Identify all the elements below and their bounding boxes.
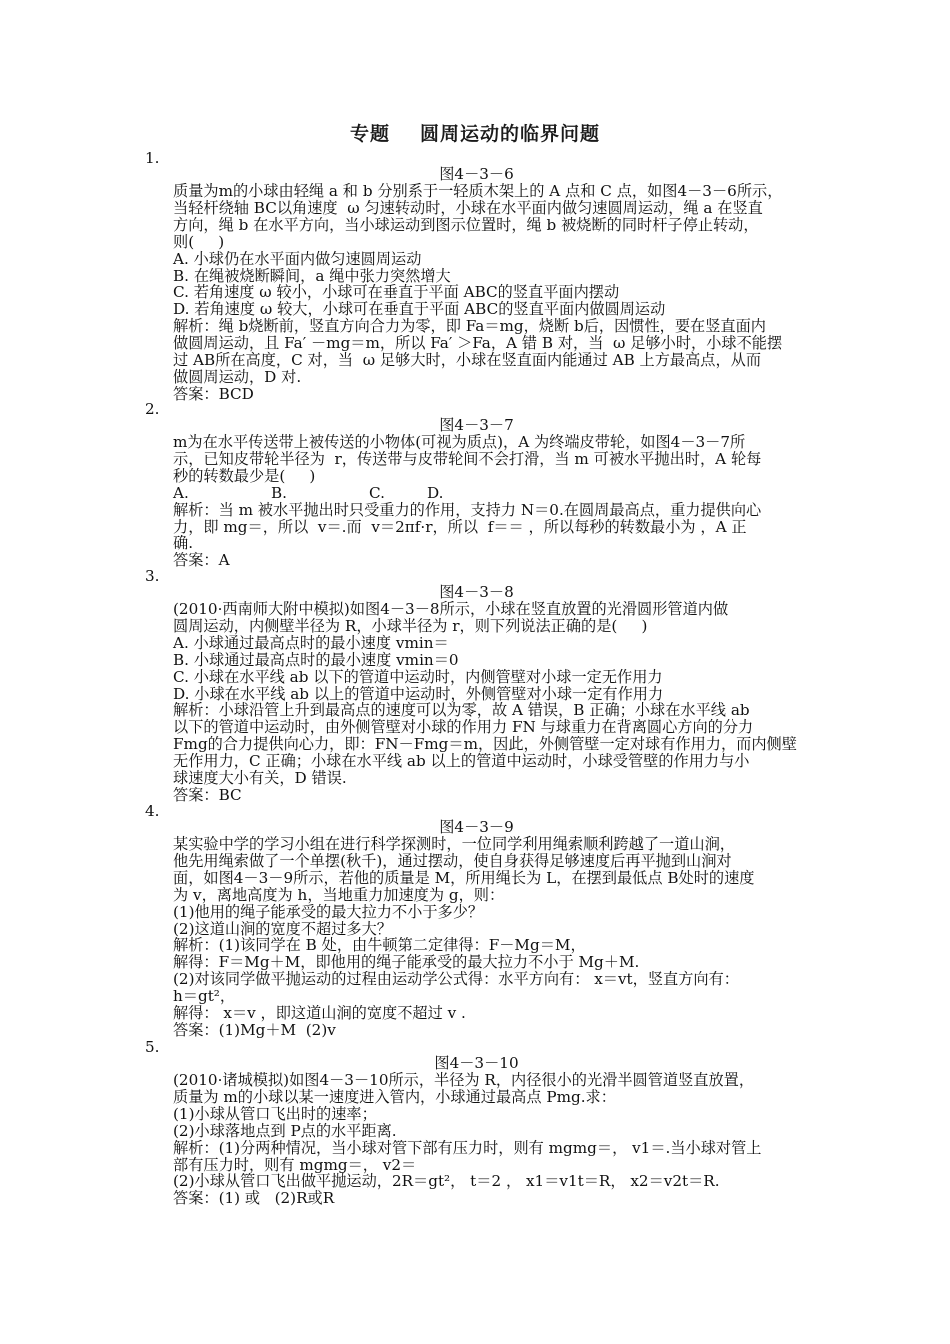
analysis-line: (2)对该同学做平抛运动的过程由运动学公式得：水平方向有： x＝vt，竖直方向有： [173, 970, 739, 989]
question-body [173, 1072, 813, 1207]
option-d: D. [427, 483, 444, 502]
text-line: (1)他用的绳子能承受的最大拉力不小于多少？ [173, 902, 484, 921]
analysis-line: 解得：F＝Mg＋M，即他用的绳子能承受的最大拉力不小于 Mg＋M. [173, 953, 640, 972]
page-title [0, 123, 950, 145]
analysis-line: 解析：(1)分两种情况，当小球对管下部有压力时，则有 mgmg＝， v1＝.当小球对管上 [173, 1138, 762, 1157]
answer-line: 答案：(1)Mg＋M (2)v [173, 1020, 336, 1039]
analysis-line: (2)小球从管口飞出做平抛运动，2R＝gt²， t＝2 ， x1＝v1t＝R， x2＝v2t＝R. [173, 1172, 720, 1191]
option-line: D. 小球在水平线 ab 以上的管道中运动时，外侧管壁对小球一定有作用力 [173, 684, 664, 703]
question-number: 5. [145, 1038, 160, 1056]
analysis-line: 做圆周运动，D 对. [173, 367, 302, 386]
analysis-line: 以下的管道中运动时，由外侧管壁对小球的作用力 FN 与球重力在背离圆心方向的分力 [173, 718, 754, 737]
answer-line: 答案：A [173, 551, 230, 570]
text-line: m为在水平传送带上被传送的小物体(可视为质点)，A 为终端皮带轮，如图4－3－7所 [173, 433, 746, 451]
text-line: (1)小球从管口飞出时的速率； [173, 1104, 377, 1123]
question-number: 2. [145, 400, 160, 418]
text-line: 面，如图4－3－9所示，若他的质量是 M，所用绳长为 L，在摆到最低点 B处时的速度 [173, 868, 755, 887]
text-line: 他先用绳索做了一个单摆(秋千)，通过摆动，使自身获得足够速度后再平抛到山涧对 [173, 851, 732, 870]
figure-caption: 图4－3－7 [439, 416, 514, 434]
option-a: A. [173, 483, 189, 502]
option-line: A. 小球通过最高点时的最小速度 vmin＝ [173, 633, 449, 652]
analysis-line: 做圆周运动，且 Fa′ －mg＝m，所以 Fa′ ＞Fa，A 错 B 对，当 ω 足够小时，小球不能摆 [173, 334, 783, 353]
answer-line: 答案：BCD [173, 384, 254, 403]
option-line: A. 小球仍在水平面内做匀速圆周运动 [173, 249, 422, 268]
answer-line: 答案：(1) 或 (2)R或R [173, 1189, 335, 1208]
analysis-line: 确. [173, 534, 194, 553]
option-line: B. 在绳被烧断瞬间，a 绳中张力突然增大 [173, 266, 451, 285]
analysis-line: 球速度大小有关，D 错误. [173, 769, 347, 788]
analysis-line: 过 AB所在高度，C 对，当 ω 足够大时，小球在竖直面内能通过 AB 上方最高点，从而 [173, 351, 762, 370]
analysis-line: 解析：小球沿管上升到最高点的速度可以为零，故 A 错误，B 正确；小球在水平线 ab [173, 701, 750, 720]
option-line: D. 若角速度 ω 较大，小球可在垂直于平面 ABC的竖直平面内做圆周运动 [173, 300, 666, 319]
text-line: (2)小球落地点到 P点的水平距离. [173, 1121, 397, 1140]
question-number: 1. [145, 149, 160, 167]
option-b: B. [271, 483, 287, 502]
text-line: 为 v，离地高度为 h，当地重力加速度为 g，则： [173, 885, 505, 904]
title-prefix: 专题 [349, 123, 390, 145]
question-body [173, 434, 813, 569]
question-body [173, 836, 813, 1039]
question-number: 4. [145, 802, 160, 820]
options-row [173, 485, 813, 502]
text-line: (2010·西南师大附中模拟)如图4－3－8所示，小球在竖直放置的光滑圆形管道内做 [173, 600, 729, 618]
text-line: 当轻杆绕轴 BC以角速度 ω 匀速转动时，小球在水平面内做匀速圆周运动，绳 a 在竖直 [173, 198, 763, 217]
text-line: 质量为m的小球由轻绳 a 和 b 分别系于一轻质木架上的 A 点和 C 点，如图4－3－6所示， [173, 182, 783, 200]
text-line: (2)这道山涧的宽度不超过多大？ [173, 919, 392, 938]
figure-caption: 图4－3－8 [439, 583, 514, 601]
analysis-line: 部有压力时，则有 mgmg＝， v2＝ [173, 1155, 417, 1174]
title-main: 圆周运动的临界问题 [420, 123, 601, 145]
text-line: 某实验中学的学习小组在进行科学探测时，一位同学利用绳索顺利跨越了一道山涧， [173, 835, 735, 853]
text-line: 质量为 m的小球以某一速度进入管内，小球通过最高点 Pmg.求： [173, 1087, 616, 1106]
option-c: C. [369, 483, 385, 502]
question-number: 3. [145, 567, 160, 585]
analysis-line: h＝gt²， [173, 987, 236, 1006]
option-line: C. 若角速度 ω 较小，小球可在垂直于平面 ABC的竖直平面内摆动 [173, 283, 620, 302]
text-line: 示，已知皮带轮半径为 r，传送带与皮带轮间不会打滑，当 m 可被水平抛出时，A 轮每 [173, 449, 762, 468]
analysis-line: 解得： x＝v ，即这道山涧的宽度不超过 v . [173, 1004, 466, 1023]
figure-caption: 图4－3－9 [439, 818, 514, 836]
text-line: 方向，绳 b 在水平方向，当小球运动到图示位置时，绳 b 被烧断的同时杆子停止转动， [173, 215, 759, 234]
analysis-line: 力，即 mg＝，所以 v＝.而 v＝2πf·r，所以 f＝＝ ，所以每秒的转数最小为 ，A 正 [173, 517, 747, 536]
question-body [173, 601, 813, 804]
text-line: 秒的转数最少是( ) [173, 466, 316, 485]
text-line: 圆周运动，内侧壁半径为 R，小球半径为 r，则下列说法正确的是( ) [173, 616, 648, 635]
figure-caption: 图4－3－6 [439, 165, 514, 183]
figure-caption: 图4－3－10 [434, 1054, 519, 1072]
text-line: (2010·诸城模拟)如图4－3－10所示，半径为 R，内径很小的光滑半圆管道竖直放置， [173, 1071, 755, 1089]
analysis-line: 解析：(1)该同学在 B 处，由牛顿第二定律得：F－Mg＝M， [173, 936, 586, 955]
option-line: B. 小球通过最高点时的最小速度 vmin＝0 [173, 650, 459, 669]
option-line: C. 小球在水平线 ab 以下的管道中运动时，内侧管壁对小球一定无作用力 [173, 667, 663, 686]
answer-line: 答案：BC [173, 785, 242, 804]
question-body [173, 183, 813, 403]
analysis-line: Fmg的合力提供向心力，即：FN－Fmg＝m，因此，外侧管壁一定对球有作用力，而内侧壁 [173, 735, 797, 754]
analysis-line: 解析：绳 b烧断前，竖直方向合力为零，即 Fa＝mg，烧断 b后，因惯性，要在竖直面内 [173, 317, 766, 336]
text-line: 则( ) [173, 232, 225, 251]
analysis-line: 无作用力，C 正确；小球在水平线 ab 以上的管道中运动时，小球受管壁的作用力与小 [173, 752, 750, 771]
analysis-line: 解析：当 m 被水平抛出时只受重力的作用，支持力 N＝0.在圆周最高点，重力提供向心 [173, 500, 762, 519]
